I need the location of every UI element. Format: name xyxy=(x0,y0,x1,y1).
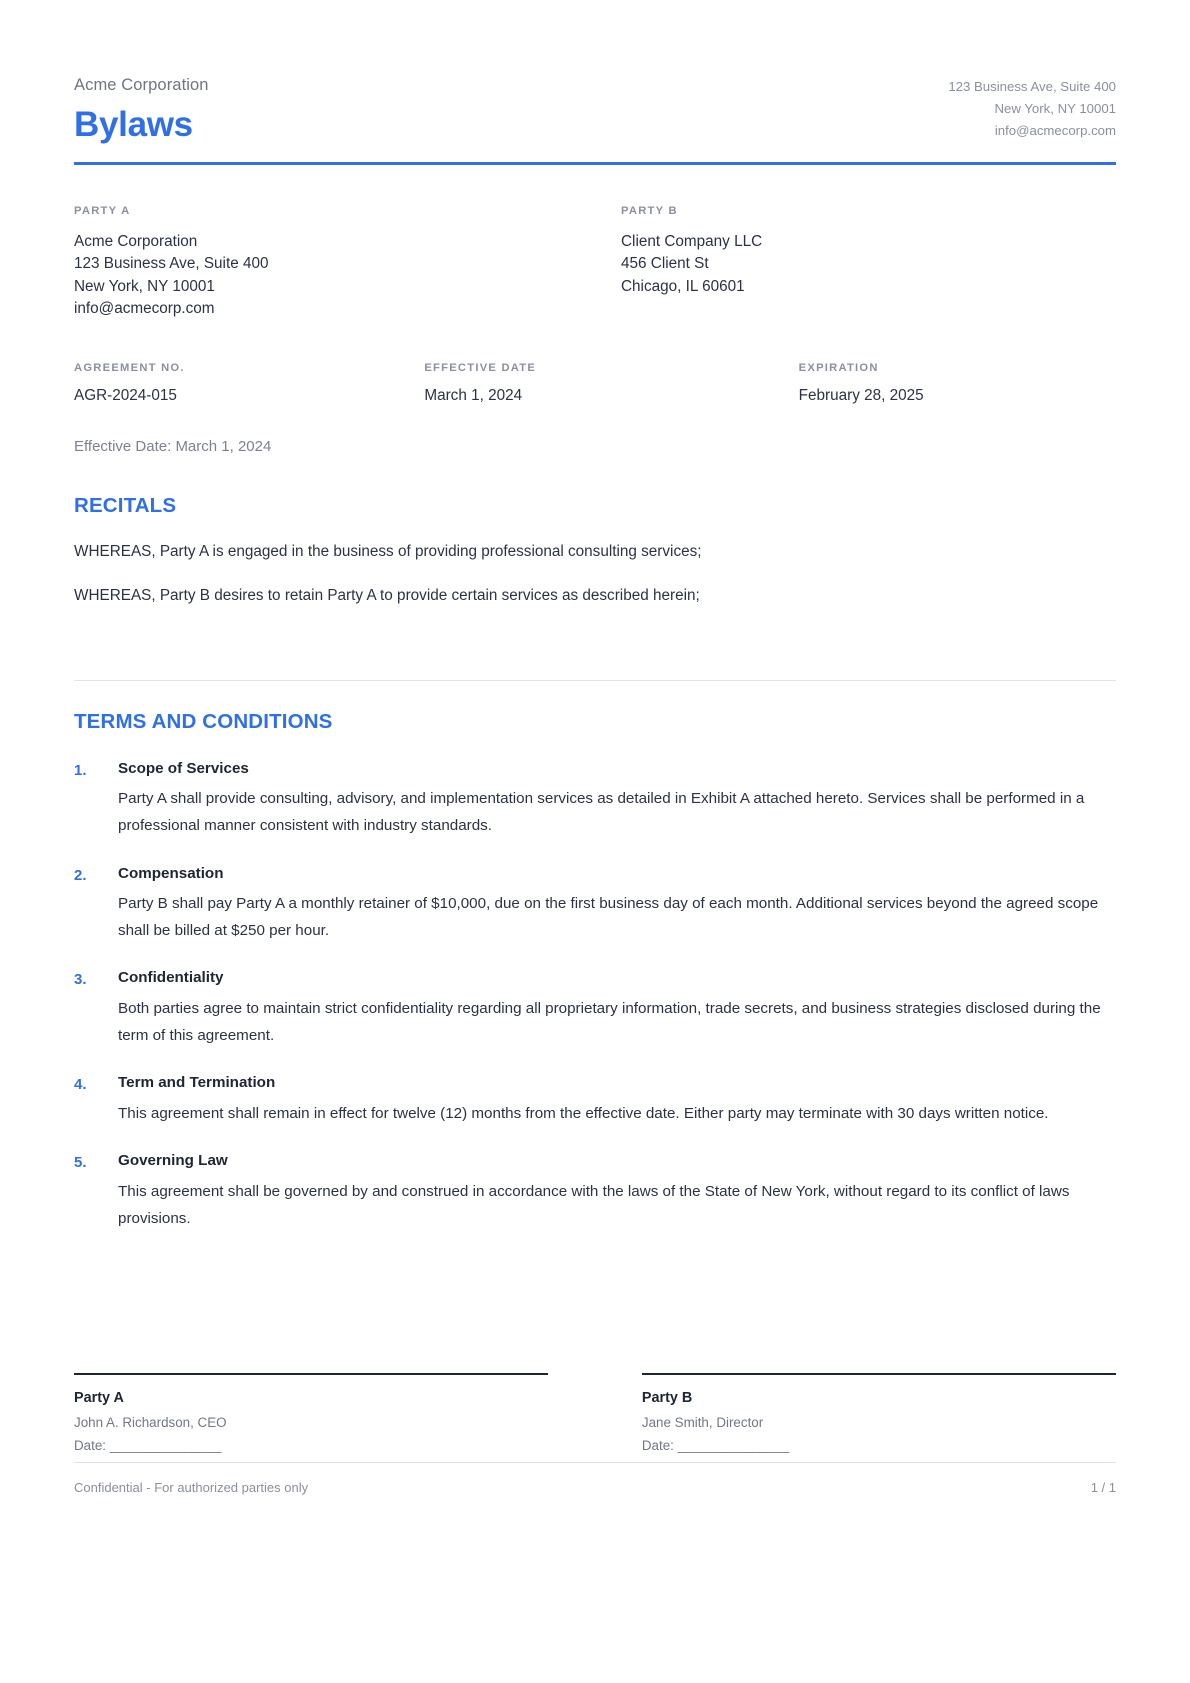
clause-item xyxy=(74,967,1116,1049)
recitals-section xyxy=(74,493,1116,608)
section-divider xyxy=(74,680,1116,681)
header-left-block xyxy=(74,62,209,147)
party-a-label: PARTY A xyxy=(74,205,131,218)
effective-date-field xyxy=(421,361,768,407)
party-b-label: PARTY B xyxy=(621,205,678,218)
signature-party-b-signer: Jane Smith, Director xyxy=(641,1415,764,1431)
clause-body xyxy=(118,967,1116,1049)
clause-text: Party A shall provide consulting, advisory, and implementation services as detailed in Exhibit A attached hereto. Services shall be performed in a professional manner consistent with industry standards. xyxy=(118,790,1085,835)
footer-confidentiality-note: Confidential - For authorized parties only xyxy=(74,1480,309,1495)
expiration-label: EXPIRATION xyxy=(798,361,879,374)
signature-party-a-signer: John A. Richardson, CEO xyxy=(74,1415,227,1431)
clause-number: 3. xyxy=(74,971,87,989)
clause-number: 1. xyxy=(74,761,87,779)
terms-section xyxy=(74,709,1116,1232)
clause-title: Governing Law xyxy=(118,1152,228,1170)
clause-body xyxy=(118,1072,1116,1127)
party-a-address-line-2: New York, NY 10001 xyxy=(74,277,215,295)
party-a-email: info@acmecorp.com xyxy=(74,300,215,318)
clause-item xyxy=(74,758,1116,840)
clause-body xyxy=(118,1150,1116,1232)
signature-section xyxy=(74,1373,1116,1455)
signature-line-party-a xyxy=(74,1373,548,1375)
document-footer xyxy=(74,1479,1116,1497)
header-address-line-2: New York, NY 10001 xyxy=(994,100,1116,116)
party-a-details xyxy=(74,231,595,321)
clause-item xyxy=(74,1150,1116,1232)
clause-number: 5. xyxy=(74,1154,87,1172)
effective-date-value: March 1, 2024 xyxy=(424,387,523,405)
clause-item xyxy=(74,863,1116,945)
parties-section xyxy=(74,204,1116,321)
agreement-meta-row xyxy=(74,361,1116,407)
header-contact-block xyxy=(948,62,1116,142)
signature-block-party-a xyxy=(74,1373,548,1455)
page-title: Bylaws xyxy=(74,105,193,145)
signature-party-b-date: Date: _______________ xyxy=(641,1437,790,1453)
company-name: Acme Corporation xyxy=(74,76,209,94)
title-accent-rule xyxy=(74,162,1116,165)
clause-title: Confidentiality xyxy=(118,969,224,987)
expiration-field xyxy=(769,361,1116,407)
header-address-line-1: 123 Business Ave, Suite 400 xyxy=(948,79,1116,94)
party-b-name: Client Company LLC xyxy=(621,232,763,250)
recital-paragraph-2: WHEREAS, Party B desires to retain Party A to provide certain services as described herein; xyxy=(74,587,700,605)
party-b-block xyxy=(595,204,1116,321)
party-a-address-line-1: 123 Business Ave, Suite 400 xyxy=(74,255,269,273)
signature-party-b-label: Party B xyxy=(641,1390,693,1406)
clause-title: Term and Termination xyxy=(118,1074,276,1092)
recital-paragraph-1: WHEREAS, Party A is engaged in the business of providing professional consulting services; xyxy=(74,543,702,561)
party-b-address-line-2: Chicago, IL 60601 xyxy=(621,277,745,295)
clause-body xyxy=(118,863,1116,945)
footer-page-number: 1 / 1 xyxy=(1090,1480,1116,1495)
terms-heading: TERMS AND CONDITIONS xyxy=(74,710,333,733)
clause-item xyxy=(74,1072,1116,1127)
signature-party-a-date: Date: _______________ xyxy=(74,1437,222,1453)
footer-divider xyxy=(74,1462,1116,1463)
clause-number: 2. xyxy=(74,866,87,884)
clause-text: Party B shall pay Party A a monthly retainer of $10,000, due on the first business day of each month. Additional services beyond the agreed scope shall be billed at $250 per hour. xyxy=(118,895,1099,940)
effective-date-label: EFFECTIVE DATE xyxy=(424,361,537,374)
party-a-block xyxy=(74,204,595,321)
agreement-number-value: AGR-2024-015 xyxy=(74,387,177,405)
clause-body xyxy=(118,758,1116,840)
signature-line-party-b xyxy=(642,1373,1116,1375)
recitals-heading: RECITALS xyxy=(74,494,177,518)
agreement-number-field xyxy=(74,361,421,407)
header-email: info@acmecorp.com xyxy=(994,122,1116,138)
party-b-address-line-1: 456 Client St xyxy=(621,255,709,273)
clause-list xyxy=(74,758,1116,1232)
clause-number: 4. xyxy=(74,1076,87,1094)
party-a-name: Acme Corporation xyxy=(74,232,198,250)
clause-text: This agreement shall remain in effect for twelve (12) months from the effective date. Either party may terminate with 30 days written notice. xyxy=(118,1105,1049,1123)
document-header xyxy=(74,62,1116,147)
signature-block-party-b xyxy=(642,1373,1116,1455)
clause-title: Compensation xyxy=(118,864,224,882)
clause-title: Scope of Services xyxy=(118,759,249,777)
expiration-value: February 28, 2025 xyxy=(798,387,924,405)
clause-text: Both parties agree to maintain strict confidentiality regarding all proprietary information, trade secrets, and business strategies disclosed during the term of this agreement. xyxy=(118,1000,1101,1045)
signature-party-a-label: Party A xyxy=(74,1390,124,1406)
effective-date-note: Effective Date: March 1, 2024 xyxy=(74,438,272,456)
clause-text: This agreement shall be governed by and construed in accordance with the laws of the State of New York, without regard to its conflict of laws provisions. xyxy=(118,1182,1070,1227)
party-b-details xyxy=(621,231,1116,298)
agreement-number-label: AGREEMENT NO. xyxy=(74,361,185,374)
